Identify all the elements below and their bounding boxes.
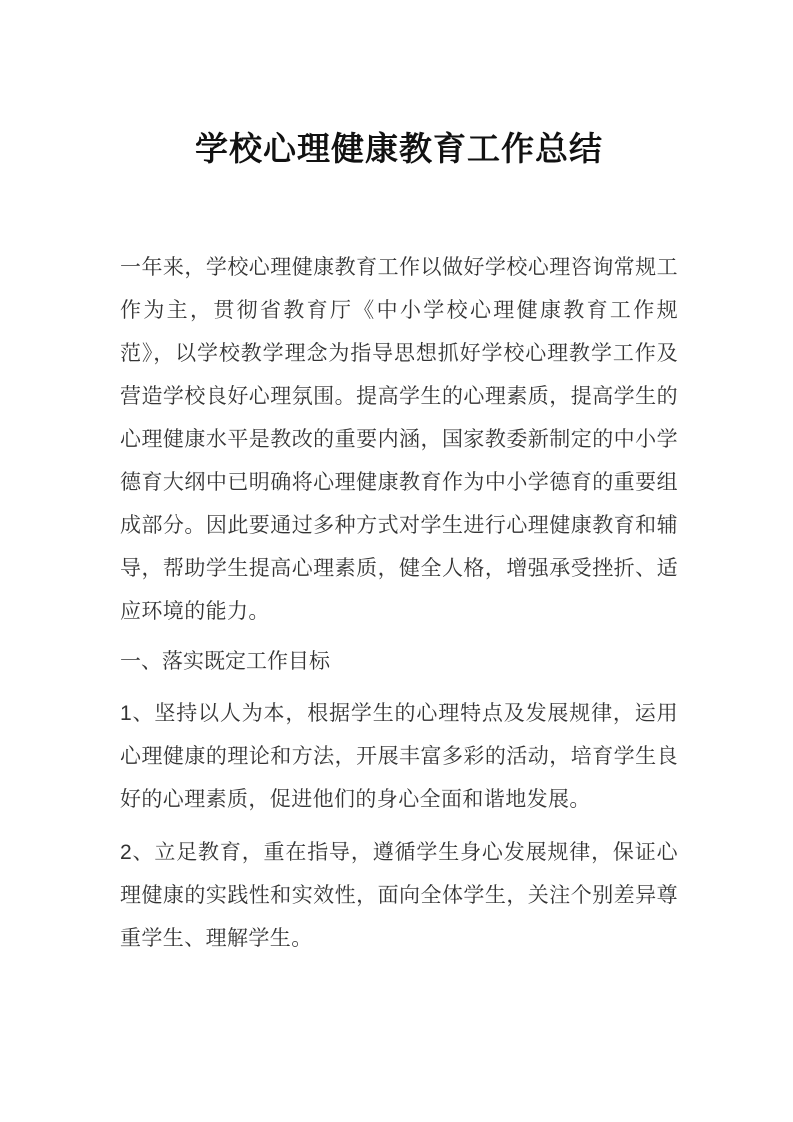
section-1-heading: 一、落实既定工作目标 <box>120 650 330 673</box>
document-content <box>120 0 678 970</box>
document-title: 学校心理健康教育工作总结 <box>195 130 603 167</box>
intro-paragraph: 一年来，学校心理健康教育工作以做好学校心理咨询常规工作为主，贯彻省教育厅《中小学校心理健康教育工作规范》，以学校教学理念为指导思想抓好学校心理教学工作及营造学校良好心理氛围。提高学生的心理素质，提高学生的心理健康水平是教改的重要内涵，国家教委新制定的中小学德育大纲中已明确将心理健康教育作为中小学德育的重要组成部分。因此要通过多种方式对学生进行心理健康教育和辅导，帮助学生提高心理素质，健全人格，增强承受挫折、适应环境的能力。 <box>120 256 678 623</box>
section-1-item-1: 1、坚持以人为本，根据学生的心理特点及发展规律，运用心理健康的理论和方法，开展丰富多彩的活动，培育学生良好的心理素质，促进他们的身心全面和谐地发展。 <box>120 702 678 811</box>
section-1-item-2: 2、立足教育，重在指导，遵循学生身心发展规律，保证心理健康的实践性和实效性，面向全体学生，关注个别差异尊重学生、理解学生。 <box>120 841 678 950</box>
